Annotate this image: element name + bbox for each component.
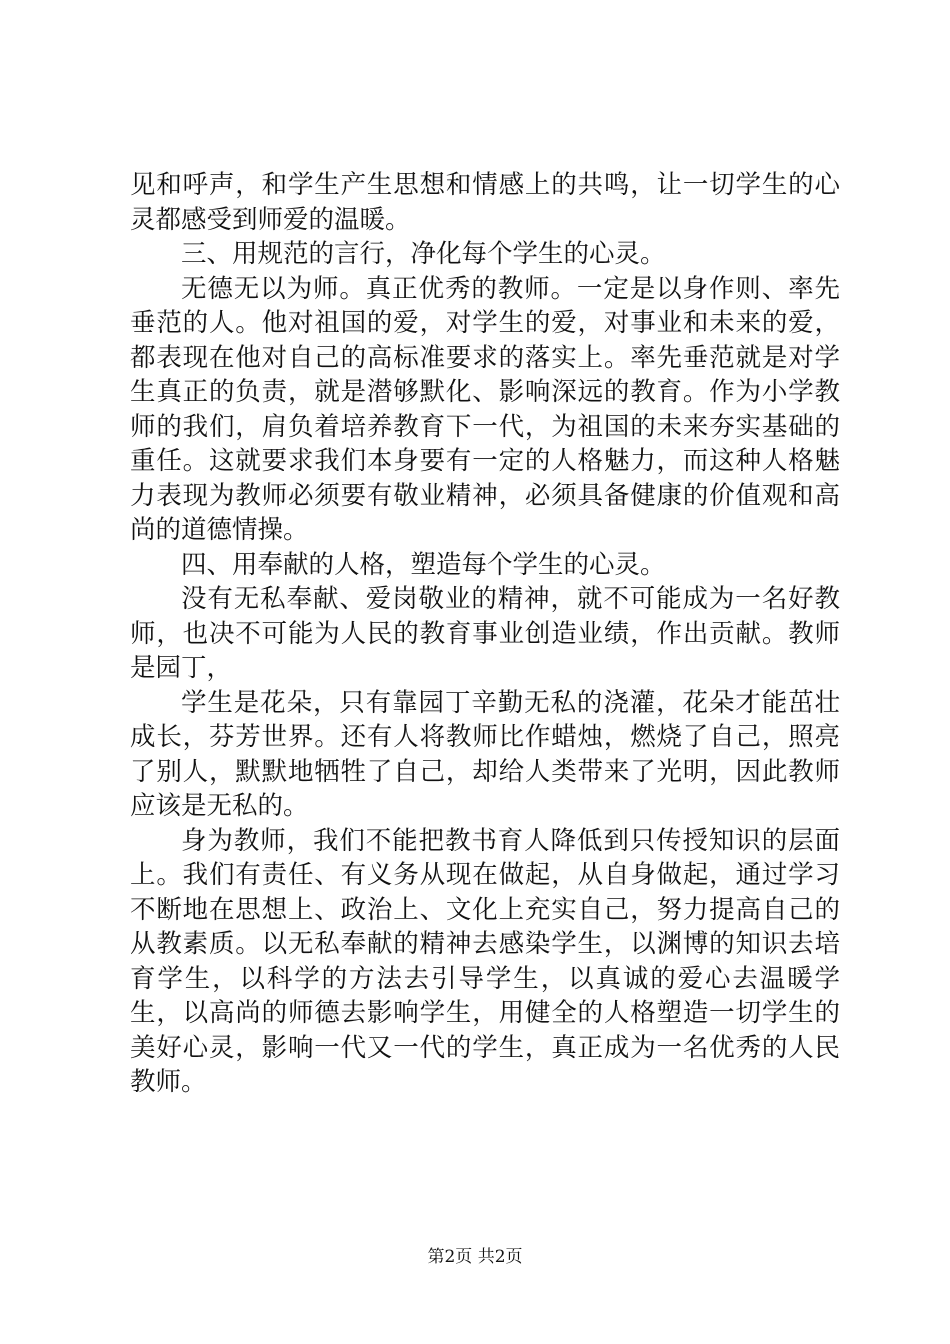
document-body (130, 168, 840, 1100)
paragraph-3: 没有无私奉献、爱岗敬业的精神，就不可能成为一名好教师，也决不可能为人民的教育事业创造业绩，作出贡献。教师是园丁， (130, 584, 840, 683)
page-footer: 第2页 共2页 (427, 1247, 523, 1267)
paragraph-2: 无德无以为师。真正优秀的教师。一定是以身作则、率先垂范的人。他对祖国的爱，对学生的爱，对事业和未来的爱，都表现在他对自己的高标准要求的落实上。率先垂范就是对学生真正的负责，就是潜够默化、影响深远的教育。作为小学教师的我们，肩负着培养教育下一代，为祖国的未来夯实基础的重任。这就要求我们本身要有一定的人格魅力，而这种人格魅力表现为教师必须要有敬业精神，必须具备健康的价值观和高尚的道德情操。 (130, 273, 840, 545)
paragraph-4: 学生是花朵，只有靠园丁辛勤无私的浇灌，花朵才能茁壮成长，芬芳世界。还有人将教师比作蜡烛，燃烧了自己，照亮了别人，默默地牺牲了自己，却给人类带来了光明，因此教师应该是无私的。 (130, 687, 840, 821)
section-heading-4: 四、用奉献的人格，塑造每个学生的心灵。 (181, 549, 666, 580)
paragraph-5: 身为教师，我们不能把教书育人降低到只传授知识的层面上。我们有责任、有义务从现在做起，从自身做起，通过学习不断地在思想上、政治上、文化上充实自己，努力提高自己的从教素质。以无私奉献的精神去感染学生，以渊博的知识去培育学生，以科学的方法去引导学生，以真诚的爱心去温暖学生，以高尚的师德去影响学生，用健全的人格塑造一切学生的美好心灵，影响一代又一代的学生，真正成为一名优秀的人民教师。 (130, 825, 840, 1097)
section-heading-3: 三、用规范的言行，净化每个学生的心灵。 (181, 239, 666, 269)
paragraph-1: 见和呼声，和学生产生思想和情感上的共鸣，让一切学生的心灵都感受到师爱的温暖。 (130, 170, 840, 235)
